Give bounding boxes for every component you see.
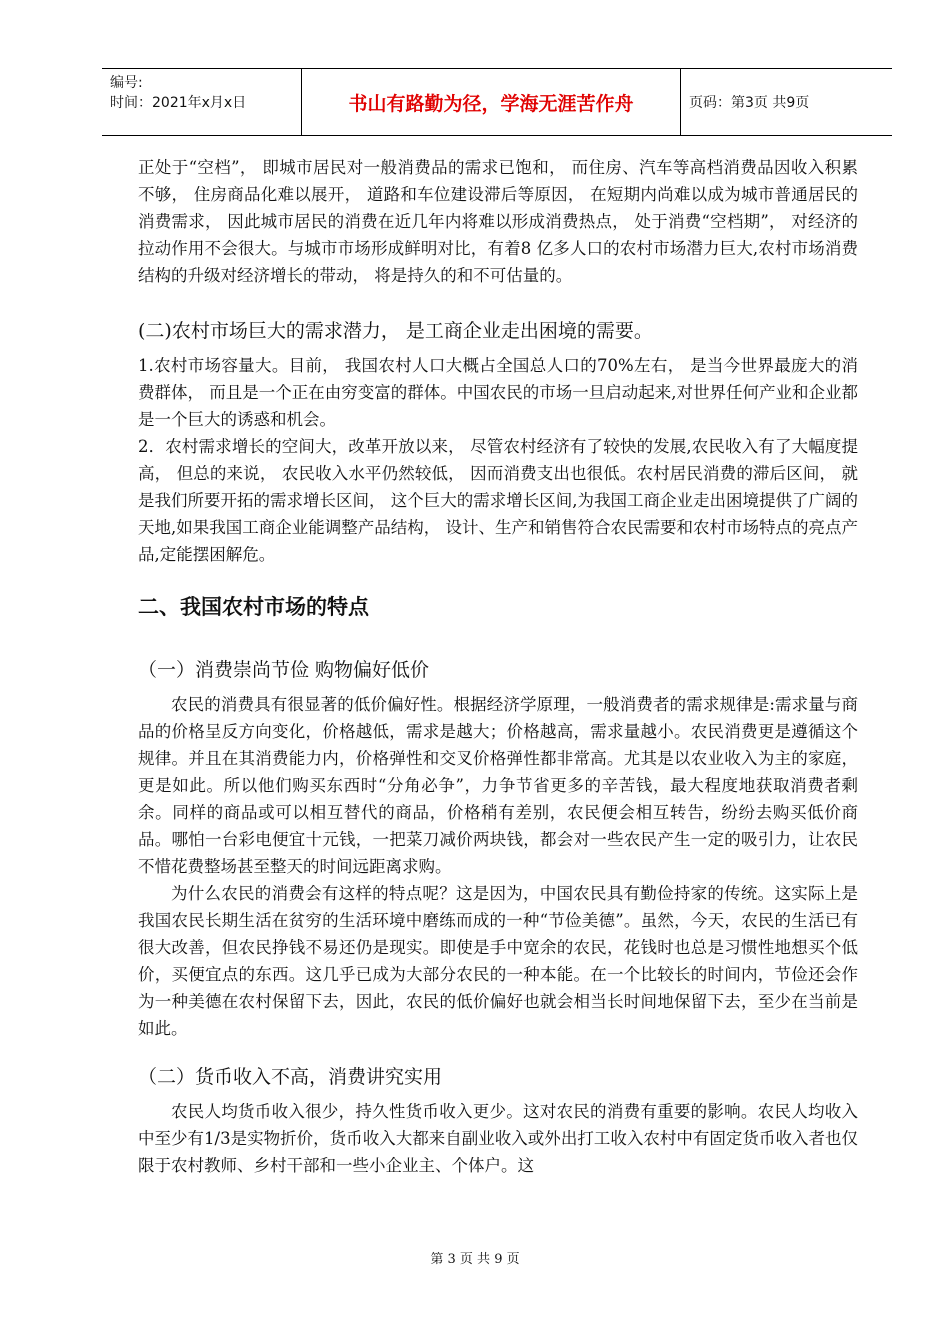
header-motto: 书山有路勤为径，学海无涯苦作舟 xyxy=(302,69,681,135)
paragraph-market-capacity: 1.农村市场容量大。目前， 我国农村人口大概占全国总人口的70%左右， 是当今世界最庞大的消费群体， 而且是一个正在由穷变富的群体。中国农民的市场一旦启动起来,对世界任何产业和企业都是一个巨大的诱惑和机会。 xyxy=(138,356,858,429)
paragraph-demand-growth: 2．农村需求增长的空间大，改革开放以来， 尽管农村经济有了较快的发展,农民收入有了大幅度提高， 但总的来说， 农民收入水平仍然较低， 因而消费支出也很低。农村居民消费的滞后区间， 就是我们所要开拓的需求增长区间， 这个巨大的需求增长区间,为我国工商企业走出困境提供了广阔的天地,如果我国工商企业能调整产品结构， 设计、生产和销售符合农民需要和农村市场特点的亮点产品,定能摆困解危。 xyxy=(138,437,858,564)
subheading-income: （二）货币收入不高，消费讲究实用 xyxy=(138,1066,443,1088)
paragraph-low-price: 农民的消费具有很显著的低价偏好性。根据经济学原理，一般消费者的需求规律是:需求量与商品的价格呈反方向变化，价格越低，需求是越大；价格越高，需求量越小。农民消费更是遵循这个规律。并且在其消费能力内，价格弹性和交叉价格弹性都非常高。尤其是以农业收入为主的家庭，更是如此。所以他们购买东西时“分角必争”，力争节省更多的辛苦钱，最大程度地获取消费者剩余。同样的商品或可以相互替代的商品，价格稍有差别，农民便会相互转告，纷纷去购买低价商品。哪怕一台彩电便宜十元钱，一把菜刀减价两块钱，都会对一些农民产生一定的吸引力，让农民不惜花费整场甚至整天的时间远距离求购。 xyxy=(138,695,858,876)
document-header xyxy=(102,68,892,136)
paragraph-income: 农民人均货币收入很少，持久性货币收入更少。这对农民的消费有重要的影响。农民人均收入中至少有1/3是实物折价，货币收入大都来自副业收入或外出打工收入农村中有固定货币收入者也仅限于农村教师、乡村干部和一些小企业主、个体户。这 xyxy=(138,1102,858,1175)
page-footer: 第 3 页 共 9 页 xyxy=(430,1252,520,1267)
header-page-code: 页码：第3页 共9页 xyxy=(689,95,810,111)
document-body xyxy=(138,154,858,1179)
subheading-demand-potential: (二)农村市场巨大的需求潜力， 是工商企业走出困境的需要。 xyxy=(138,320,653,342)
section-heading: 二、我国农村市场的特点 xyxy=(138,595,369,619)
header-meta xyxy=(102,69,302,135)
number-label: 编号: xyxy=(110,75,143,91)
time-label: 时间：2021年x月x日 xyxy=(110,95,247,111)
paragraph-why: 为什么农民的消费会有这样的特点呢？这是因为，中国农民具有勤俭持家的传统。这实际上是我国农民长期生活在贫穷的生活环境中磨练而成的一种“节俭美德”。虽然，今天，农民的生活已有很大改善，但农民挣钱不易还仍是现实。即使是手中宽余的农民，花钱时也总是习惯性地想买个低价，买便宜点的东西。这几乎已成为大部分农民的一种本能。在一个比较长的时间内，节俭还会作为一种美德在农村保留下去，因此，农民的低价偏好也就会相当长时间地保留下去，至少在当前是如此。 xyxy=(138,884,858,1038)
paragraph-1: 正处于“空档”， 即城市居民对一般消费品的需求已饱和， 而住房、汽车等高档消费品因收入积累不够， 住房商品化难以展开， 道路和车位建设滞后等原因， 在短期内尚难以成为城市普通居民的消费需求， 因此城市居民的消费在近几年内将难以形成消费热点， 处于消费“空档期”， 对经济的拉动作用不会很大。与城市市场形成鲜明对比，有着8 亿多人口的农村市场潜力巨大,农村市场消费结构的升级对经济增长的带动， 将是持久的和不可估量的。 xyxy=(138,158,858,285)
subheading-thrift: （一）消费崇尚节俭 购物偏好低价 xyxy=(138,659,430,681)
